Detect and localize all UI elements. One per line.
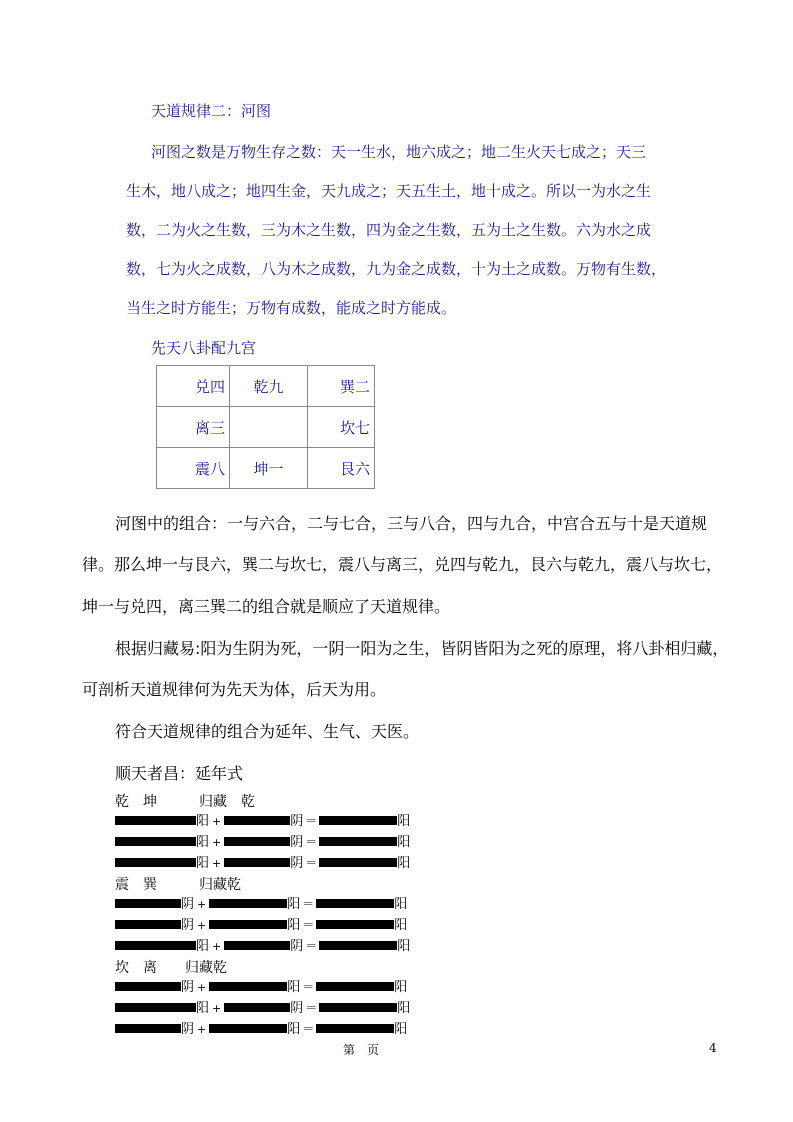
yao-line — [115, 999, 410, 1017]
yao-bar — [319, 837, 397, 846]
trigram-group-header: 乾 坤 归藏 乾 — [115, 794, 255, 810]
table-cell: 兑四 — [157, 366, 230, 407]
yao-label: 阳 — [397, 1001, 411, 1016]
yao-line — [115, 1020, 407, 1038]
yao-label: 阳 — [397, 856, 411, 871]
yao-line — [115, 812, 410, 830]
yao-label: 阳 — [196, 814, 210, 829]
table-title: 先天八卦配九宫 — [151, 339, 257, 357]
yao-label: 阴 — [181, 1022, 195, 1037]
yao-label: 阴 — [181, 980, 195, 995]
yao-bar — [115, 941, 196, 950]
yao-label: 阴 — [290, 814, 304, 829]
yao-label: 阳 — [397, 939, 411, 954]
yao-bar — [224, 1003, 290, 1012]
table-cell — [230, 407, 308, 448]
yao-bar — [115, 1024, 181, 1033]
hetu-paragraph-line: 生木，地八成之；地四生金，天九成之；天五生土，地十成之。所以一为水之生 — [126, 182, 652, 200]
yao-bar — [209, 982, 287, 991]
yao-bar — [115, 899, 181, 908]
bagua-nine-palace-table — [156, 365, 375, 489]
plus-sign: + — [212, 857, 222, 870]
yao-bar — [209, 920, 287, 929]
yao-bar — [224, 816, 290, 825]
table-cell: 坎七 — [308, 407, 375, 448]
hetu-paragraph-line: 河图之数是万物生存之数：天一生水，地六成之；地二生火天七成之；天三 — [151, 143, 647, 161]
table-row — [157, 366, 375, 407]
table-cell: 艮六 — [308, 448, 375, 489]
yao-label: 阳 — [394, 918, 408, 933]
plus-sign: + — [212, 836, 222, 849]
yao-bar — [319, 816, 397, 825]
yao-label: 阴 — [290, 835, 304, 850]
yao-label: 阳 — [287, 918, 301, 933]
yao-label: 阴 — [290, 1001, 304, 1016]
yao-line — [115, 854, 410, 872]
yao-bar — [115, 1003, 196, 1012]
plus-sign: + — [212, 940, 222, 953]
plus-sign: + — [197, 981, 207, 994]
yao-bar — [316, 899, 394, 908]
subsection-title: 顺天者昌：延年式 — [115, 764, 244, 783]
yao-label: 阴 — [181, 897, 195, 912]
yao-label: 阳 — [394, 1022, 408, 1037]
hetu-paragraph-line: 当生之时方能生；万物有成数，能成之时方能成。 — [126, 299, 457, 317]
yao-label: 阳 — [287, 897, 301, 912]
plus-sign: + — [197, 1023, 207, 1036]
equals-sign: ＝ — [305, 856, 318, 870]
equals-sign: ＝ — [305, 939, 318, 953]
yao-bar — [316, 920, 394, 929]
yao-label: 阳 — [196, 856, 210, 871]
yao-bar — [115, 816, 196, 825]
yao-line — [115, 978, 407, 996]
yao-bar — [115, 837, 196, 846]
yao-bar — [115, 858, 196, 867]
yao-bar — [224, 837, 290, 846]
body-paragraph-line: 律。那么坤一与艮六，巽二与坎七，震八与离三，兑四与乾九，艮六与乾九，震八与坎七， — [82, 555, 723, 574]
table-cell: 乾九 — [230, 366, 308, 407]
page-footer-label: 第 页 — [343, 1043, 380, 1057]
yao-line — [115, 937, 410, 955]
body-paragraph-line: 可剖析天道规律何为先天为体，后天为用。 — [82, 680, 387, 699]
hetu-paragraph-line: 数，二为火之生数，三为木之生数，四为金之生数，五为土之生数。六为水之成 — [126, 221, 652, 239]
equals-sign: ＝ — [302, 918, 315, 932]
yao-label: 阴 — [290, 856, 304, 871]
table-row — [157, 407, 375, 448]
equals-sign: ＝ — [302, 980, 315, 994]
table-cell: 巽二 — [308, 366, 375, 407]
equals-sign: ＝ — [305, 814, 318, 828]
equals-sign: ＝ — [302, 897, 315, 911]
plus-sign: + — [197, 898, 207, 911]
plus-sign: + — [212, 815, 222, 828]
plus-sign: + — [197, 919, 207, 932]
yao-label: 阴 — [181, 918, 195, 933]
yao-bar — [209, 899, 287, 908]
yao-label: 阴 — [290, 939, 304, 954]
yao-label: 阳 — [196, 835, 210, 850]
equals-sign: ＝ — [305, 835, 318, 849]
yao-label: 阳 — [196, 939, 210, 954]
yao-label: 阳 — [394, 980, 408, 995]
yao-bar — [319, 941, 397, 950]
yao-bar — [319, 858, 397, 867]
trigram-group-header: 坎 离 归藏乾 — [115, 960, 227, 976]
body-paragraph-line: 根据归藏易:阳为生阴为死，一阴一阳为之生，皆阴皆阳为之死的原理，将八卦相归藏， — [115, 639, 729, 658]
section-heading: 天道规律二：河图 — [151, 102, 272, 120]
yao-bar — [319, 1003, 397, 1012]
yao-label: 阳 — [397, 814, 411, 829]
yao-label: 阳 — [397, 835, 411, 850]
yao-line — [115, 833, 410, 851]
yao-label: 阳 — [287, 980, 301, 995]
body-paragraph-line: 河图中的组合：一与六合，二与七合，三与八合，四与九合，中宫合五与十是天道规 — [115, 514, 708, 533]
table-row — [157, 448, 375, 489]
page-number: 4 — [709, 1041, 717, 1055]
yao-label: 阳 — [394, 897, 408, 912]
yao-line — [115, 895, 407, 913]
yao-bar — [115, 920, 181, 929]
table-cell: 坤一 — [230, 448, 308, 489]
yao-label: 阳 — [287, 1022, 301, 1037]
body-paragraph-line: 坤一与兑四，离三巽二的组合就是顺应了天道规律。 — [82, 597, 451, 616]
yao-bar — [209, 1024, 287, 1033]
yao-bar — [316, 982, 394, 991]
equals-sign: ＝ — [305, 1001, 318, 1015]
yao-bar — [224, 941, 290, 950]
hetu-paragraph-line: 数，七为火之成数，八为木之成数，九为金之成数，十为土之成数。万物有生数， — [126, 260, 667, 278]
yao-bar — [224, 858, 290, 867]
plus-sign: + — [212, 1002, 222, 1015]
trigram-group-header: 震 巽 归藏乾 — [115, 877, 241, 893]
yao-bar — [316, 1024, 394, 1033]
equals-sign: ＝ — [302, 1022, 315, 1036]
yao-label: 阳 — [196, 1001, 210, 1016]
table-cell: 震八 — [157, 448, 230, 489]
table-cell: 离三 — [157, 407, 230, 448]
yao-line — [115, 916, 407, 934]
body-paragraph: 符合天道规律的组合为延年、生气、天医。 — [115, 722, 420, 741]
yao-bar — [115, 982, 181, 991]
